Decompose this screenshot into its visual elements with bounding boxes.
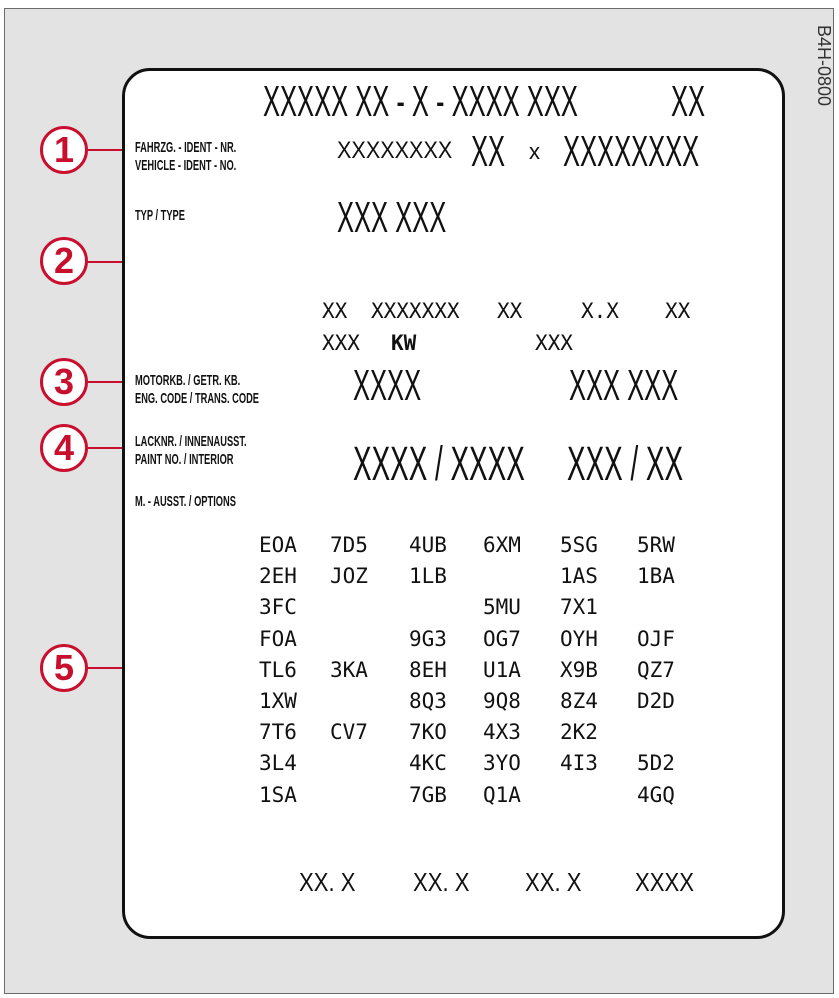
vehicle-data-sticker	[122, 68, 785, 939]
vin-label-de: FAHRZG. - IDENT - NR.	[135, 139, 237, 156]
option-code: 6XM	[483, 533, 521, 557]
type-detail-7: XXX	[535, 331, 573, 355]
callout-4: 4	[40, 424, 88, 472]
option-code: 1XW	[259, 689, 297, 713]
option-code: 9Q8	[483, 689, 521, 713]
option-code: 4I3	[560, 751, 598, 776]
vin-part-3: XXXXXXXX	[563, 127, 700, 176]
figure-code: B4H-0800	[814, 25, 834, 107]
engine-label-en: ENG. CODE / TRANS. CODE	[135, 390, 260, 407]
option-code: FOA	[259, 626, 297, 651]
type-label: TYP / TYPE	[135, 207, 185, 224]
top-line-suffix: XX	[671, 77, 706, 126]
callout-1: 1	[40, 126, 88, 174]
option-code: 4KC	[409, 751, 447, 776]
callout-2: 2	[40, 237, 88, 285]
type-detail-1: XX	[322, 299, 348, 323]
interior-value: XXX / XX	[567, 438, 684, 491]
option-code: CV7	[330, 720, 368, 745]
bottom-code-4: XXXX	[635, 867, 694, 897]
option-code: 1BA	[637, 564, 675, 589]
type-detail-3: XX	[497, 299, 523, 323]
option-code: 4GQ	[637, 782, 675, 807]
option-code: TL6	[259, 657, 297, 682]
option-code: U1A	[483, 657, 521, 682]
option-code: 5MU	[483, 595, 521, 620]
vin-part-2: XX	[471, 127, 506, 176]
option-code: X9B	[560, 657, 598, 682]
option-code: 9G3	[409, 626, 447, 651]
option-code: 1LB	[409, 564, 447, 589]
vin-label-en: VEHICLE - IDENT - NO.	[135, 157, 237, 174]
option-code: 3L4	[259, 751, 297, 776]
option-code: OJF	[637, 626, 675, 651]
option-code: 7KO	[409, 720, 447, 745]
bottom-code-2: XX. X	[413, 867, 470, 897]
top-line-code: XXXXX XX - X - XXXX XXX	[263, 77, 578, 126]
option-code: D2D	[637, 689, 675, 713]
bottom-code-3: XX. X	[525, 867, 582, 897]
option-code: 1SA	[259, 782, 297, 807]
option-code: OG7	[483, 626, 521, 651]
options-label: M. - AUSST. / OPTIONS	[135, 493, 236, 510]
vin-part-1: XXXXXXXX	[337, 137, 453, 164]
option-code: 5RW	[637, 533, 675, 557]
option-code: 1AS	[560, 564, 598, 589]
paint-label-de: LACKNR. / INNENAUSST.	[135, 433, 247, 450]
type-value: XXX XXX	[337, 193, 447, 242]
vin-separator: x	[529, 139, 540, 164]
option-code: OYH	[560, 626, 598, 651]
option-code: 8Z4	[560, 689, 598, 713]
option-code: 7T6	[259, 720, 297, 745]
option-code: 8Q3	[409, 689, 447, 713]
callout-5: 5	[40, 644, 88, 692]
option-code: 3YO	[483, 751, 521, 776]
option-code: 2EH	[259, 564, 297, 589]
option-code: 5D2	[637, 751, 675, 776]
paint-value: XXXX / XXXX	[353, 438, 525, 491]
option-code: 7X1	[560, 595, 598, 620]
type-detail-6: XXX	[322, 331, 360, 355]
type-power-unit: KW	[391, 331, 417, 355]
option-code: 5SG	[560, 533, 598, 557]
option-code: 4UB	[409, 533, 447, 557]
type-detail-5: XX	[665, 299, 691, 323]
option-code: 3KA	[330, 657, 368, 682]
callout-3: 3	[40, 358, 88, 406]
type-detail-2: XXXXXXX	[371, 299, 460, 323]
trans-code-value: XXX XXX	[569, 361, 679, 410]
option-code: JOZ	[330, 564, 368, 589]
option-code: EOA	[259, 533, 297, 557]
option-code: 4X3	[483, 720, 521, 745]
option-code: 3FC	[259, 595, 297, 620]
option-code: 7GB	[409, 782, 447, 807]
paint-label-en: PAINT NO. / INTERIOR	[135, 451, 234, 468]
engine-label-de: MOTORKB. / GETR. KB.	[135, 372, 241, 389]
option-code: 7D5	[330, 533, 368, 557]
option-code: 2K2	[560, 720, 598, 745]
bottom-code-1: XX. X	[299, 867, 356, 897]
option-code: QZ7	[637, 657, 675, 682]
option-code: Q1A	[483, 782, 521, 807]
engine-code-value: XXXX	[353, 361, 422, 410]
option-code: 8EH	[409, 657, 447, 682]
type-detail-4: X.X	[581, 299, 619, 323]
